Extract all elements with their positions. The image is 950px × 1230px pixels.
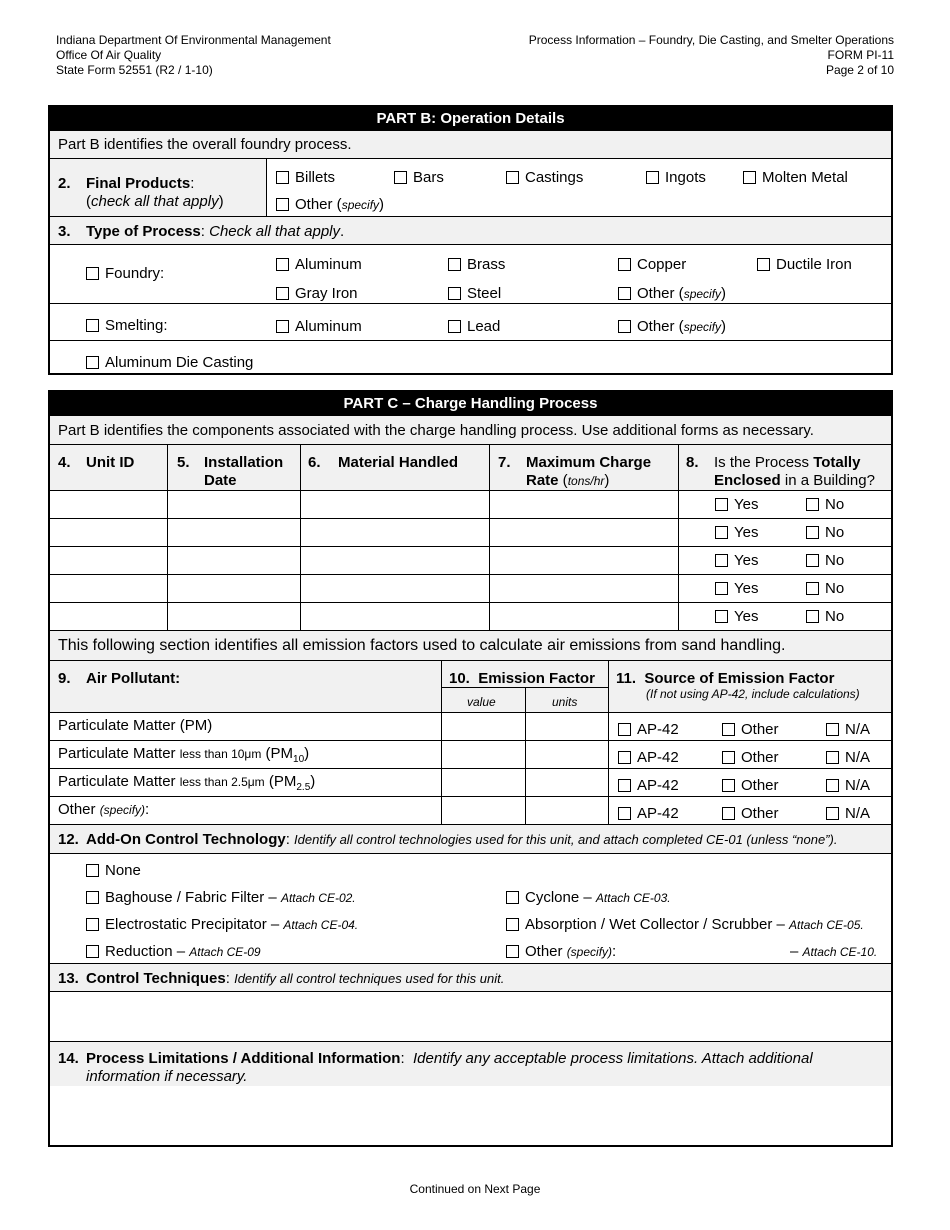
die-casting-row xyxy=(50,340,891,375)
q8-label-1: Is the Process Totally xyxy=(714,454,861,471)
q7-number: 7. xyxy=(498,454,511,471)
max-charge-rate-field[interactable] xyxy=(490,491,678,518)
col-divider xyxy=(525,688,526,712)
source-na[interactable]: N/A xyxy=(826,721,870,738)
continued-note: Continued on Next Page xyxy=(409,1182,541,1196)
control-other[interactable]: Other (specify): xyxy=(506,943,616,960)
material-handled-field[interactable] xyxy=(301,491,489,518)
unit-id-field[interactable] xyxy=(50,519,167,546)
state-form-number: State Form 52551 (R2 / 1-10) xyxy=(56,63,213,77)
yes-checkbox[interactable] xyxy=(715,610,728,623)
column-divider xyxy=(266,159,267,216)
foundry-brass-checkbox[interactable] xyxy=(448,258,461,271)
emission-row-pm25 xyxy=(50,768,891,796)
col-divider xyxy=(608,769,609,796)
emission-row-other xyxy=(50,796,891,824)
col-divider xyxy=(678,445,679,490)
source-other-checkbox[interactable] xyxy=(722,751,735,764)
emission-table-body xyxy=(50,712,891,824)
part-c-title: PART C – Charge Handling Process xyxy=(50,392,891,415)
source-other[interactable]: Other xyxy=(722,749,779,766)
q2-number: 2. xyxy=(58,175,71,192)
q2-hint: check all that apply xyxy=(91,193,219,210)
foundry-gray-iron[interactable]: Gray Iron xyxy=(276,285,358,302)
emission-value-field[interactable] xyxy=(442,769,525,796)
castings-checkbox[interactable] xyxy=(506,171,519,184)
col-divider xyxy=(678,603,679,630)
q9-label: Air Pollutant: xyxy=(86,670,181,687)
col-divider xyxy=(678,547,679,574)
smelting-aluminum[interactable]: Aluminum xyxy=(276,318,362,335)
emission-intro-row xyxy=(50,630,891,660)
control-baghouse[interactable]: Baghouse / Fabric Filter – Attach CE-02. xyxy=(86,889,356,906)
max-charge-rate-field[interactable] xyxy=(490,575,678,602)
enclosed-no[interactable]: No xyxy=(806,524,844,541)
q5-number: 5. xyxy=(177,454,190,471)
value-column-label: value xyxy=(467,695,496,709)
cyclone-checkbox[interactable] xyxy=(506,891,519,904)
source-other-checkbox[interactable] xyxy=(722,779,735,792)
unit-id-field[interactable] xyxy=(50,575,167,602)
absorption-checkbox[interactable] xyxy=(506,918,519,931)
product-other[interactable]: Other (specify) xyxy=(276,196,384,213)
foundry-ductile-iron-checkbox[interactable] xyxy=(757,258,770,271)
control-absorption[interactable]: Absorption / Wet Collector / Scrubber – Attach CE-05. xyxy=(506,916,864,933)
no-checkbox[interactable] xyxy=(806,498,819,511)
charge-table-row xyxy=(50,602,891,630)
q14-header-row xyxy=(50,1041,891,1086)
enclosed-yes[interactable]: Yes xyxy=(715,608,758,625)
ap42-checkbox[interactable] xyxy=(618,807,631,820)
source-na[interactable]: N/A xyxy=(826,777,870,794)
q3-label-line: Type of Process: Check all that apply. xyxy=(86,223,345,240)
billets-checkbox[interactable] xyxy=(276,171,289,184)
max-charge-rate-field[interactable] xyxy=(490,547,678,574)
ap42-checkbox[interactable] xyxy=(618,751,631,764)
part-c-intro: Part B identifies the components associated with the charge handling process. Use additional forms as necessary. xyxy=(58,422,814,439)
source-ap42[interactable]: AP-42 xyxy=(618,805,679,822)
sub-header-divider xyxy=(441,687,608,688)
installation-date-field[interactable] xyxy=(168,519,300,546)
na-checkbox[interactable] xyxy=(826,751,839,764)
charge-table-body xyxy=(50,490,891,630)
yes-checkbox[interactable] xyxy=(715,582,728,595)
reduction-checkbox[interactable] xyxy=(86,945,99,958)
q2-label: Final Products xyxy=(86,175,191,192)
source-other[interactable]: Other xyxy=(722,777,779,794)
material-handled-field[interactable] xyxy=(301,519,489,546)
page-number: Page 2 of 10 xyxy=(825,63,894,77)
die-casting-option[interactable]: Aluminum Die Casting xyxy=(86,354,253,371)
none-checkbox[interactable] xyxy=(86,864,99,877)
max-charge-rate-field[interactable] xyxy=(490,603,678,630)
q9-number: 9. xyxy=(58,670,71,687)
foundry-steel-checkbox[interactable] xyxy=(448,287,461,300)
enclosed-no[interactable]: No xyxy=(806,608,844,625)
material-handled-field[interactable] xyxy=(301,575,489,602)
foundry-copper[interactable]: Copper xyxy=(618,256,686,273)
product-castings[interactable]: Castings xyxy=(506,169,583,186)
pollutant-label: Particulate Matter less than 10μm $(PM_{10})$ xyxy=(58,745,310,765)
foundry-other[interactable]: Other (specify) xyxy=(618,285,726,302)
col-divider xyxy=(678,491,679,518)
source-other-checkbox[interactable] xyxy=(722,723,735,736)
smelting-lead[interactable]: Lead xyxy=(448,318,500,335)
unit-id-field[interactable] xyxy=(50,491,167,518)
control-other-attach: – Attach CE-10. xyxy=(790,943,878,960)
col-divider xyxy=(608,797,609,824)
control-esp[interactable]: Electrostatic Precipitator – Attach CE-04. xyxy=(86,916,358,933)
q7-label-1: Maximum Charge xyxy=(526,454,652,471)
no-checkbox[interactable] xyxy=(806,554,819,567)
emission-intro: This following section identifies all emission factors used to calculate air emissions from sand handling. xyxy=(58,637,786,654)
q12-header-row xyxy=(50,824,891,853)
source-na[interactable]: N/A xyxy=(826,749,870,766)
part-b-intro: Part B identifies the overall foundry process. xyxy=(58,136,352,153)
q13-number: 13. xyxy=(58,970,79,987)
emission-value-field[interactable] xyxy=(442,741,525,768)
unit-id-field[interactable] xyxy=(50,603,167,630)
pollutant-label: Particulate Matter less than 2.5μm $(PM_{2.5})$ xyxy=(58,773,316,793)
source-na[interactable]: N/A xyxy=(826,805,870,822)
control-cyclone[interactable]: Cyclone – Attach CE-03. xyxy=(506,889,671,906)
installation-date-field[interactable] xyxy=(168,603,300,630)
q5-label-2: Date xyxy=(204,472,237,489)
q14-note-line-2: information if necessary. xyxy=(86,1068,248,1085)
foundry-brass[interactable]: Brass xyxy=(448,256,505,273)
other-product-checkbox[interactable] xyxy=(276,198,289,211)
yes-checkbox[interactable] xyxy=(715,498,728,511)
agency-header xyxy=(56,33,331,78)
form-title: Process Information – Foundry, Die Casting, and Smelter Operations xyxy=(528,33,894,47)
enclosed-yes[interactable]: Yes xyxy=(715,552,758,569)
charge-table-row xyxy=(50,518,891,546)
charge-table-row xyxy=(50,490,891,518)
part-c-intro-row xyxy=(50,415,891,444)
q14-answer-field[interactable] xyxy=(50,1086,891,1148)
product-molten-metal[interactable]: Molten Metal xyxy=(743,169,848,186)
foundry-gray-iron-checkbox[interactable] xyxy=(276,287,289,300)
smelting-other[interactable]: Other (specify) xyxy=(618,318,726,335)
foundry-option[interactable]: Foundry: xyxy=(86,265,164,282)
q7-label-2-line: Rate (tons/hr) xyxy=(526,472,610,489)
q8-number: 8. xyxy=(686,454,699,471)
molten-metal-checkbox[interactable] xyxy=(743,171,756,184)
emission-units-field[interactable] xyxy=(526,741,608,768)
source-ap42[interactable]: AP-42 xyxy=(618,721,679,738)
q12-options xyxy=(50,853,891,963)
source-ap42[interactable]: AP-42 xyxy=(618,749,679,766)
col-divider xyxy=(608,661,609,712)
source-other[interactable]: Other xyxy=(722,805,779,822)
part-b-title: PART B: Operation Details xyxy=(50,107,891,130)
enclosed-yes[interactable]: Yes xyxy=(715,496,758,513)
q12-label-line: Add-On Control Technology: Identify all control technologies used for this unit, and attach completed CE-01 (unless “none”). xyxy=(86,831,838,848)
q5-label-1: Installation xyxy=(204,454,284,471)
pollutant-label: Particulate Matter (PM) xyxy=(58,717,213,734)
die-casting-checkbox[interactable] xyxy=(86,356,99,369)
q12-number: 12. xyxy=(58,831,79,848)
final-products-row xyxy=(50,158,891,216)
emission-units-field[interactable] xyxy=(526,797,608,824)
no-checkbox[interactable] xyxy=(806,610,819,623)
col-divider xyxy=(608,741,609,768)
emission-row-pm xyxy=(50,712,891,740)
q6-number: 6. xyxy=(308,454,321,471)
smelting-option[interactable]: Smelting: xyxy=(86,317,168,334)
foundry-aluminum-checkbox[interactable] xyxy=(276,258,289,271)
enclosed-yes[interactable]: Yes xyxy=(715,524,758,541)
col-divider xyxy=(167,445,168,490)
smelting-lead-checkbox[interactable] xyxy=(448,320,461,333)
q2-hint-line: (check all that apply) xyxy=(86,193,224,210)
emission-units-field[interactable] xyxy=(526,713,608,740)
enclosed-no[interactable]: No xyxy=(806,580,844,597)
enclosed-no[interactable]: No xyxy=(806,496,844,513)
smelting-aluminum-checkbox[interactable] xyxy=(276,320,289,333)
product-billets[interactable]: Billets xyxy=(276,169,335,186)
installation-date-field[interactable] xyxy=(168,575,300,602)
emission-table-header xyxy=(50,660,891,712)
col-divider xyxy=(489,445,490,490)
form-header xyxy=(529,33,894,78)
q2-label-line: Final Products: xyxy=(86,175,195,192)
q3-label: Type of Process xyxy=(86,223,201,240)
foundry-copper-checkbox[interactable] xyxy=(618,258,631,271)
foundry-checkbox[interactable] xyxy=(86,267,99,280)
ap42-checkbox[interactable] xyxy=(618,723,631,736)
office-name: Office Of Air Quality xyxy=(56,48,162,62)
yes-checkbox[interactable] xyxy=(715,554,728,567)
process-type-row xyxy=(50,216,891,244)
q3-number: 3. xyxy=(58,223,71,240)
emission-units-field[interactable] xyxy=(526,769,608,796)
foundry-ductile-iron[interactable]: Ductile Iron xyxy=(757,256,852,273)
col-divider xyxy=(608,713,609,740)
smelting-other-checkbox[interactable] xyxy=(618,320,631,333)
part-b-intro-row xyxy=(50,130,891,158)
emission-value-field[interactable] xyxy=(442,713,525,740)
bars-checkbox[interactable] xyxy=(394,171,407,184)
material-handled-field[interactable] xyxy=(301,603,489,630)
q14-number: 14. xyxy=(58,1050,79,1067)
installation-date-field[interactable] xyxy=(168,491,300,518)
col-divider xyxy=(678,519,679,546)
q4-number: 4. xyxy=(58,454,71,471)
col-divider xyxy=(300,445,301,490)
esp-checkbox[interactable] xyxy=(86,918,99,931)
q13-answer-field[interactable] xyxy=(50,991,891,1041)
agency-name: Indiana Department Of Environmental Management xyxy=(56,33,331,47)
no-checkbox[interactable] xyxy=(806,582,819,595)
ap42-checkbox[interactable] xyxy=(618,779,631,792)
q8-label-2: Enclosed in a Building? xyxy=(714,472,875,489)
ingots-checkbox[interactable] xyxy=(646,171,659,184)
na-checkbox[interactable] xyxy=(826,807,839,820)
q11-note: (If not using AP-42, include calculations) xyxy=(646,687,860,701)
units-column-label: units xyxy=(552,695,578,709)
no-checkbox[interactable] xyxy=(806,526,819,539)
installation-date-field[interactable] xyxy=(168,547,300,574)
charge-table-row xyxy=(50,574,891,602)
control-none[interactable]: None xyxy=(86,862,141,879)
enclosed-no[interactable]: No xyxy=(806,552,844,569)
foundry-row xyxy=(50,244,891,303)
part-c-section xyxy=(48,390,893,1147)
emission-value-field[interactable] xyxy=(442,797,525,824)
smelting-row xyxy=(50,303,891,340)
form-id: FORM PI-11 xyxy=(827,48,894,62)
col-divider xyxy=(678,575,679,602)
q11-label-line: 11. Source of Emission Factor xyxy=(616,670,835,687)
smelting-checkbox[interactable] xyxy=(86,319,99,332)
foundry-other-checkbox[interactable] xyxy=(618,287,631,300)
material-handled-field[interactable] xyxy=(301,547,489,574)
unit-id-field[interactable] xyxy=(50,547,167,574)
control-other-checkbox[interactable] xyxy=(506,945,519,958)
q14-label-line: Process Limitations / Additional Information: Identify any acceptable process limitations. Attach additional xyxy=(86,1050,813,1067)
q13-label-line: Control Techniques: Identify all control techniques used for this unit. xyxy=(86,970,505,987)
product-bars[interactable]: Bars xyxy=(394,169,444,186)
control-reduction[interactable]: Reduction – Attach CE-09 xyxy=(86,943,261,960)
source-other-checkbox[interactable] xyxy=(722,807,735,820)
charge-table-row xyxy=(50,546,891,574)
emission-row-pm10 xyxy=(50,740,891,768)
pollutant-label: Other (specify): xyxy=(58,801,150,818)
foundry-steel[interactable]: Steel xyxy=(448,285,501,302)
q13-header-row xyxy=(50,963,891,991)
q10-label-line: 10. Emission Factor xyxy=(449,670,595,687)
na-checkbox[interactable] xyxy=(826,723,839,736)
foundry-aluminum[interactable]: Aluminum xyxy=(276,256,362,273)
product-ingots[interactable]: Ingots xyxy=(646,169,706,186)
max-charge-rate-field[interactable] xyxy=(490,519,678,546)
q4-label: Unit ID xyxy=(86,454,135,471)
part-b-section xyxy=(48,105,893,375)
q6-label: Material Handled xyxy=(338,454,459,471)
baghouse-checkbox[interactable] xyxy=(86,891,99,904)
q3-hint: Check all that apply xyxy=(209,223,341,240)
source-ap42[interactable]: AP-42 xyxy=(618,777,679,794)
yes-checkbox[interactable] xyxy=(715,526,728,539)
source-other[interactable]: Other xyxy=(722,721,779,738)
na-checkbox[interactable] xyxy=(826,779,839,792)
enclosed-yes[interactable]: Yes xyxy=(715,580,758,597)
charge-table-header xyxy=(50,444,891,490)
